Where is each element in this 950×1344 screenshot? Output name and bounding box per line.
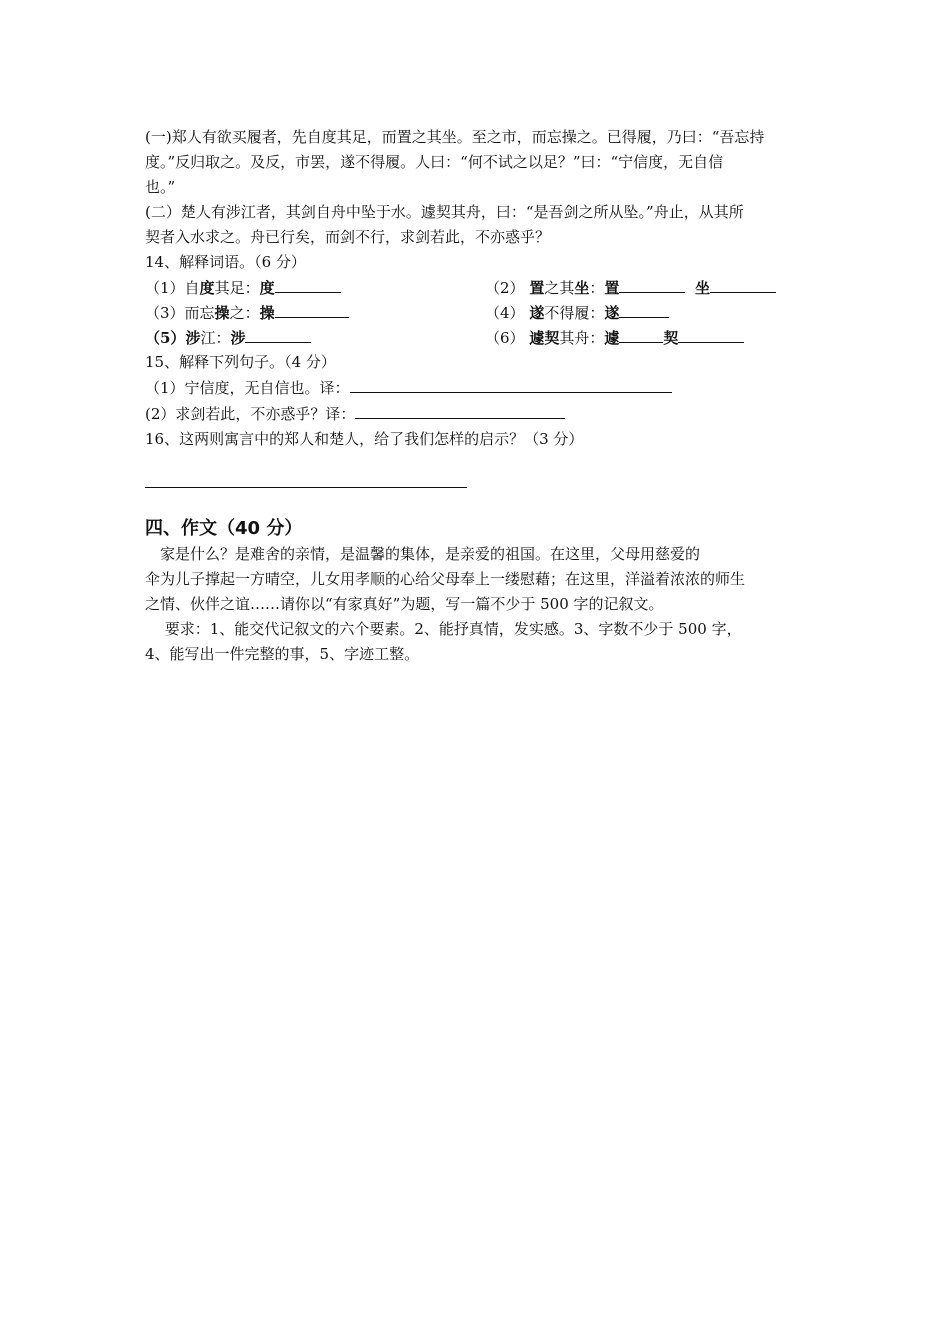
q14-item-5: （5）涉江：涉: [145, 325, 485, 350]
q14-title: 14、解释词语。（6 分）: [145, 253, 306, 271]
q16-title: 16、这两则寓言中的郑人和楚人，给了我们怎样的启示？（3 分）: [145, 430, 584, 448]
answer-blank[interactable]: [355, 401, 565, 419]
q14-row-3: [145, 325, 810, 350]
answer-blank[interactable]: [710, 275, 776, 293]
answer-blank[interactable]: [275, 300, 349, 318]
answer-blank[interactable]: [678, 325, 744, 343]
requirements-line-1: 要求：1、能交代记叙文的六个要素。2、能抒真情，发实感。3、字数不少于 500 字，: [145, 620, 742, 638]
q15-sentence-2: (2）求剑若此，不亦惑乎？译：: [145, 401, 810, 427]
passage-2-line-1: (二）楚人有涉江者，其剑自舟中坠于水。遽契其舟，曰：“是吾剑之所从坠。”舟止，从其所: [145, 203, 744, 221]
q16-answer-line[interactable]: [145, 487, 467, 488]
prompt-line-1: 家是什么？是难舍的亲情，是温馨的集体，是亲爱的祖国。在这里，父母用慈爱的: [145, 545, 701, 563]
passage-1-line-2: 度。”反归取之。及反，市罢，遂不得履。人曰：“何不试之以足？”曰：“宁信度，无自信: [145, 153, 724, 171]
q14-item-4: （4） 遂不得履：遂: [485, 300, 669, 325]
passage-1-line-3: 也。”: [145, 178, 176, 196]
q14-item-6: （6） 遽契其舟：遽 契: [485, 325, 744, 350]
answer-blank[interactable]: [350, 375, 672, 393]
requirements-line-2: 4、能写出一件完整的事，5、字迹工整。: [145, 645, 420, 663]
passage-1-line-1: (一)郑人有欲买履者，先自度其足，而置之其坐。至之市，而忘操之。已得履，乃曰：“吾忘持: [145, 128, 765, 146]
section-heading: 四、作文（40 分）: [145, 518, 303, 539]
q14-item-1: （1）自度其足：度: [145, 275, 485, 300]
q15-title: 15、解释下列句子。（4 分）: [145, 353, 336, 371]
q14-item-2: （2） 置之其坐：置 坐: [485, 275, 776, 300]
answer-blank[interactable]: [619, 300, 669, 318]
q14-item-3: （3）而忘操之：操: [145, 300, 485, 325]
prompt-line-2: 伞为儿子撑起一方晴空，儿女用孝顺的心给父母奉上一缕慰藉；在这里，洋溢着浓浓的师生: [145, 570, 746, 588]
answer-blank[interactable]: [619, 275, 685, 293]
q15-sentence-1: （1）宁信度，无自信也。译：: [145, 375, 810, 401]
composition-section: [145, 516, 810, 667]
answer-blank[interactable]: [245, 325, 311, 343]
passage-2-line-2: 契者入水求之。舟已行矣，而剑不行，求剑若此，不亦惑乎？: [145, 228, 551, 246]
question-block: [145, 125, 810, 452]
prompt-line-3: 之情、伙伴之谊……请你以“有家真好”为题，写一篇不少于 500 字的记叙文。: [145, 595, 664, 613]
answer-blank[interactable]: [275, 275, 341, 293]
q14-row-2: [145, 300, 810, 325]
q14-row-1: [145, 275, 810, 300]
answer-blank[interactable]: [619, 325, 663, 343]
